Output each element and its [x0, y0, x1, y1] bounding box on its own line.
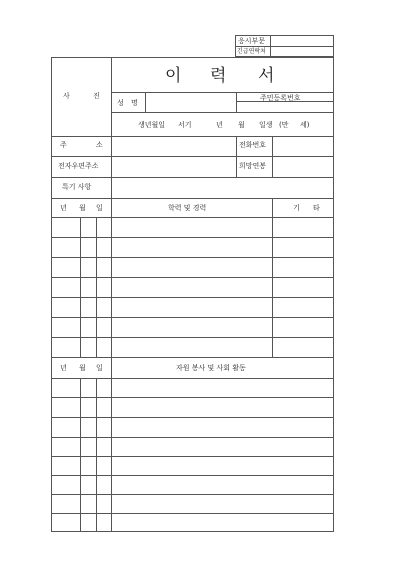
row-line-3: [51, 177, 334, 178]
address-phone-divider: [236, 136, 237, 177]
name-row-bottom: [111, 112, 334, 113]
s1-row-line: [51, 277, 334, 278]
id-divider: [236, 92, 237, 112]
name-label-1: 성: [117, 99, 124, 107]
birth-day: 일생: [259, 121, 273, 129]
email-label: 전자우편주소: [58, 162, 99, 170]
name-label-divider: [145, 92, 146, 112]
title-char-2: 력: [210, 66, 227, 86]
photo-label-2: 진: [93, 92, 100, 100]
s1-row-line: [51, 257, 334, 258]
phone-value-divider: [272, 136, 273, 177]
desired-salary-label: 희망연봉: [239, 162, 267, 170]
birth-year: 년: [216, 121, 223, 129]
title-char-1: 이: [165, 66, 182, 86]
s2-col-month: [80, 378, 81, 532]
birth-era: 서기: [178, 121, 192, 129]
address-label-2: 소: [96, 141, 103, 149]
s1-row-line: [51, 237, 334, 238]
phone-label: 전화번호: [239, 141, 267, 149]
birth-month: 월: [238, 121, 245, 129]
education-career-header: 학력 및 경력: [168, 204, 207, 212]
s1-year-header: 년: [60, 204, 67, 212]
s1-col-month: [80, 217, 81, 357]
s2-row-line: [51, 437, 334, 438]
s2-row-line: [51, 456, 334, 457]
address-label-1: 주: [60, 141, 67, 149]
s2-year-header: 년: [60, 364, 67, 372]
s1-month-header: 월: [79, 204, 86, 212]
row-line-2: [51, 156, 334, 157]
photo-label-1: 사: [63, 92, 70, 100]
s1-header-bottom: [51, 217, 334, 218]
name-label-2: 명: [131, 99, 138, 107]
special-notes-label: 특기 사항: [62, 183, 92, 191]
s2-col-day: [96, 378, 97, 532]
other-header-1: 기: [293, 204, 300, 212]
s1-day-header: 일: [96, 204, 103, 212]
title-char-3: 서: [258, 66, 275, 86]
s2-col-main: [111, 357, 112, 532]
s1-row-line: [51, 337, 334, 338]
s2-row-line: [51, 475, 334, 476]
resume-frame: [51, 57, 334, 532]
s1-row-line: [51, 297, 334, 298]
row-line-4: [51, 198, 334, 199]
birth-label: 생년월일: [138, 121, 166, 129]
other-header-2: 타: [313, 204, 320, 212]
s2-day-header: 일: [96, 364, 103, 372]
s2-row-line: [51, 417, 334, 418]
volunteer-activities-header: 자원 봉사 및 사회 활동: [176, 364, 246, 372]
top-box-divider-v: [270, 35, 271, 57]
birth-age-close: 세): [300, 121, 310, 129]
s2-month-header: 월: [79, 364, 86, 372]
top-box-divider-h: [235, 46, 334, 47]
id-number-label: 주민등록번호: [260, 94, 301, 102]
emergency-contact-label: 긴급연락처: [237, 48, 266, 55]
s2-header-bottom: [51, 378, 334, 379]
s2-row-line: [51, 513, 334, 514]
birth-age-open: (만: [279, 121, 289, 129]
s1-section-end: [51, 357, 334, 358]
application-field-label: 응시부문: [238, 37, 266, 45]
s1-row-line: [51, 317, 334, 318]
info-label-divider: [111, 136, 112, 198]
s2-row-line: [51, 397, 334, 398]
s2-row-line: [51, 494, 334, 495]
s1-col-day: [96, 217, 97, 357]
row-line-1: [51, 136, 334, 137]
